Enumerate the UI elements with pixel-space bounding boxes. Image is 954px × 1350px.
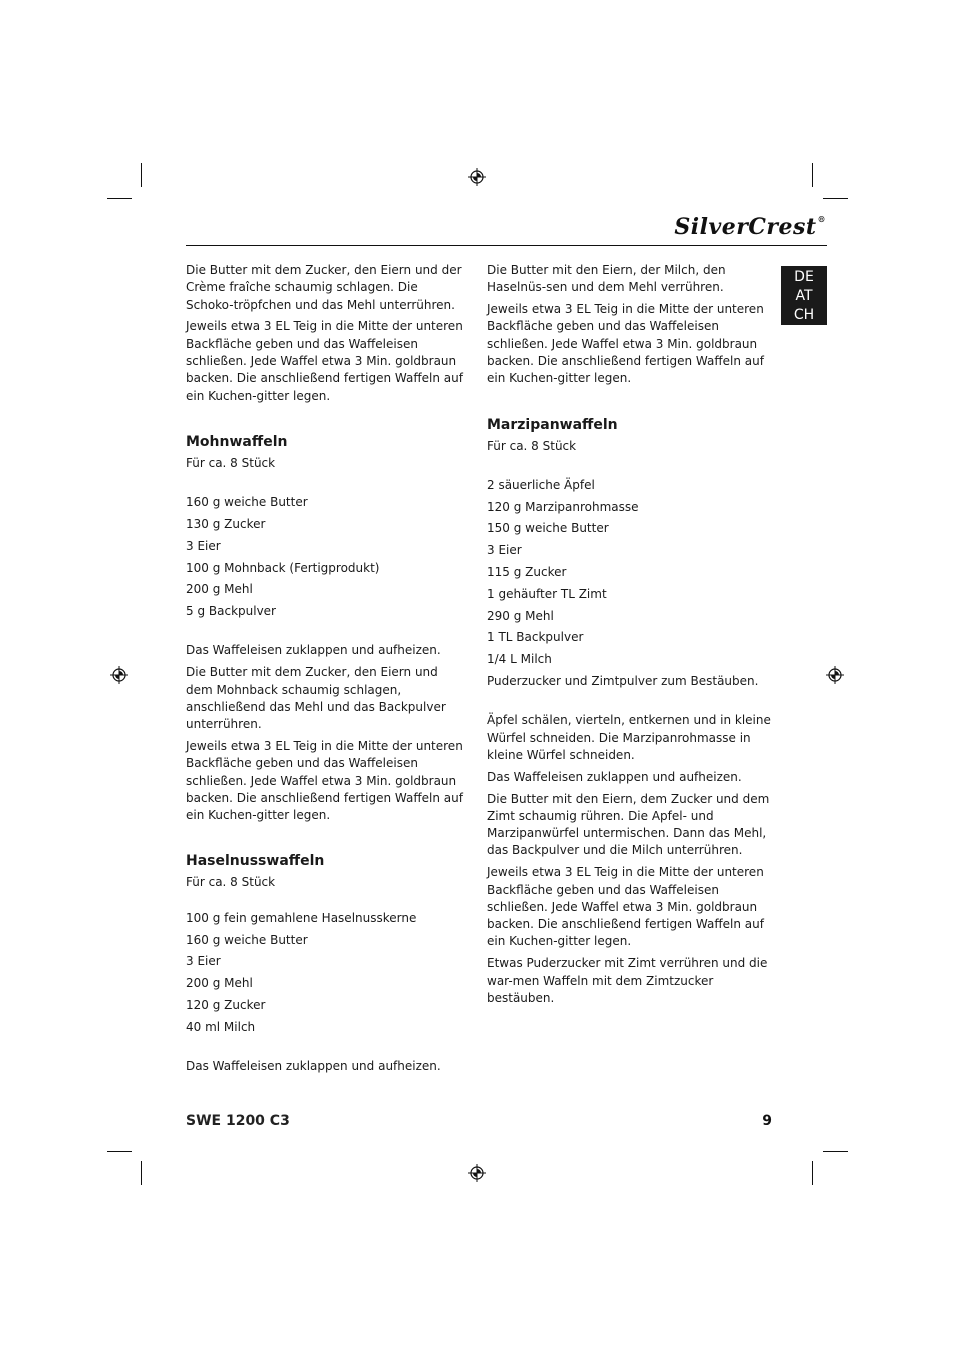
brand-logo: [674, 214, 826, 240]
ingredient-item: 1/4 L Milch: [487, 652, 552, 667]
paragraph: Das Waffeleisen zuklappen und aufheizen.: [487, 769, 742, 784]
registration-mark-icon: [110, 666, 128, 684]
ingredient-item: 160 g weiche Butter: [186, 495, 308, 510]
language-tab: [781, 266, 827, 325]
paragraph: Das Waffeleisen zuklappen und aufheizen.: [186, 1059, 441, 1073]
paragraph: Die Butter mit den Eiern, der Milch, den Haselnüs-sen und dem Mehl verrühren.: [487, 263, 726, 295]
ingredient-item: 5 g Backpulver: [186, 604, 276, 619]
ingredient-item: 120 g Marzipanrohmasse: [487, 499, 639, 514]
ingredient-item: 100 g Mohnback (Fertigprodukt): [186, 560, 380, 575]
registration-mark-icon: [468, 168, 486, 186]
language-code: CH: [793, 307, 815, 323]
crop-mark: [823, 1151, 848, 1152]
paragraph: Jeweils etwa 3 EL Teig in die Mitte der unteren Backfläche geben und das Waffeleisen schließen. Jede Waffel etwa 3 Min. goldbraun backen. Die anschließend fertigen Waffeln auf ein Kuchen-gitter legen.: [186, 738, 463, 823]
ingredient-item: 200 g Mehl: [186, 976, 253, 991]
brand-name: SilverCrest: [674, 214, 817, 240]
recipe-title: Haselnusswaffeln: [186, 853, 325, 870]
ingredient-item: 1 gehäufter TL Zimt: [487, 586, 607, 601]
right-column: [487, 262, 772, 1012]
crop-mark: [141, 1161, 142, 1185]
recipe-title: Mohnwaffeln: [186, 433, 288, 450]
ingredient-item: 1 TL Backpulver: [487, 630, 584, 645]
ingredient-item: 200 g Mehl: [186, 582, 253, 597]
paragraph: Jeweils etwa 3 EL Teig in die Mitte der unteren Backfläche geben und das Waffeleisen schließen. Jede Waffel etwa 3 Min. goldbraun backen. Die anschließend fertigen Waffeln auf ein Kuchen-gitter legen.: [487, 302, 764, 386]
language-code: AT: [795, 288, 813, 304]
ingredient-item: 100 g fein gemahlene Haselnusskerne: [186, 910, 417, 925]
paragraph: Jeweils etwa 3 EL Teig in die Mitte der unteren Backfläche geben und das Waffeleisen schließen. Jede Waffel etwa 3 Min. goldbraun backen. Die anschließend fertigen Waffeln auf ein Kuchen-gitter legen.: [487, 865, 764, 949]
ingredient-list: [186, 910, 466, 1036]
ingredient-item: Puderzucker und Zimtpulver zum Bestäuben.: [487, 674, 759, 689]
recipe-yield: Für ca. 8 Stück: [487, 438, 577, 453]
ingredient-item: 3 Eier: [186, 954, 221, 969]
crop-mark: [812, 1161, 813, 1185]
paragraph: Die Butter mit dem Zucker, den Eiern und der Crème fraîche schaumig schlagen. Die Schoko-tröpfchen und das Mehl unterrühren.: [186, 263, 462, 312]
crop-mark: [823, 198, 848, 199]
left-column: [186, 262, 466, 1080]
crop-mark: [141, 163, 142, 187]
ingredient-item: 160 g weiche Butter: [186, 932, 308, 947]
ingredient-item: 120 g Zucker: [186, 997, 266, 1012]
ingredient-item: 290 g Mehl: [487, 608, 554, 623]
ingredient-item: 3 Eier: [186, 538, 221, 553]
paragraph: Äpfel schälen, vierteln, entkernen und in kleine Würfel schneiden. Die Marzipanrohmasse in kleine Würfel schneiden.: [487, 713, 771, 762]
crop-mark: [107, 1151, 132, 1152]
ingredient-list: [487, 477, 772, 690]
header-rule: [186, 245, 827, 246]
ingredient-list: [186, 494, 466, 620]
ingredient-item: 150 g weiche Butter: [487, 521, 609, 536]
recipe-title: Marzipanwaffeln: [487, 416, 618, 433]
paragraph: Das Waffeleisen zuklappen und aufheizen.: [186, 643, 441, 658]
ingredient-item: 40 ml Milch: [186, 1019, 256, 1034]
page-number: 9: [762, 1113, 772, 1129]
paragraph: Die Butter mit dem Zucker, den Eiern und dem Mohnback schaumig schlagen, anschließend das Mehl und das Backpulver unterrühren.: [186, 665, 446, 732]
paragraph: Die Butter mit den Eiern, dem Zucker und dem Zimt schaumig rühren. Die Apfel- und Marzipanwürfel untermischen. Dann das Mehl, das Backpulver und die Milch unterrühren.: [487, 791, 770, 858]
paragraph: Etwas Puderzucker mit Zimt verrühren und die war-men Waffeln mit dem Zimtzucker bestäuben.: [487, 956, 768, 1005]
registration-mark-icon: [468, 1164, 486, 1182]
recipe-yield: Für ca. 8 Stück: [186, 455, 276, 470]
crop-mark: [107, 198, 132, 199]
model-number: SWE 1200 C3: [186, 1113, 290, 1129]
ingredient-item: 2 säuerliche Äpfel: [487, 477, 595, 492]
paragraph: Jeweils etwa 3 EL Teig in die Mitte der unteren Backfläche geben und das Waffeleisen schließen. Jede Waffel etwa 3 Min. goldbraun backen. Die anschließend fertigen Waffeln auf ein Kuchen-gitter legen.: [186, 319, 463, 403]
crop-mark: [812, 163, 813, 187]
registration-mark-icon: [826, 666, 844, 684]
ingredient-item: 115 g Zucker: [487, 565, 567, 580]
ingredient-item: 3 Eier: [487, 543, 522, 558]
recipe-yield: Für ca. 8 Stück: [186, 875, 276, 890]
ingredient-item: 130 g Zucker: [186, 516, 266, 531]
language-code: DE: [794, 269, 814, 285]
registered-mark: ®: [817, 214, 826, 224]
